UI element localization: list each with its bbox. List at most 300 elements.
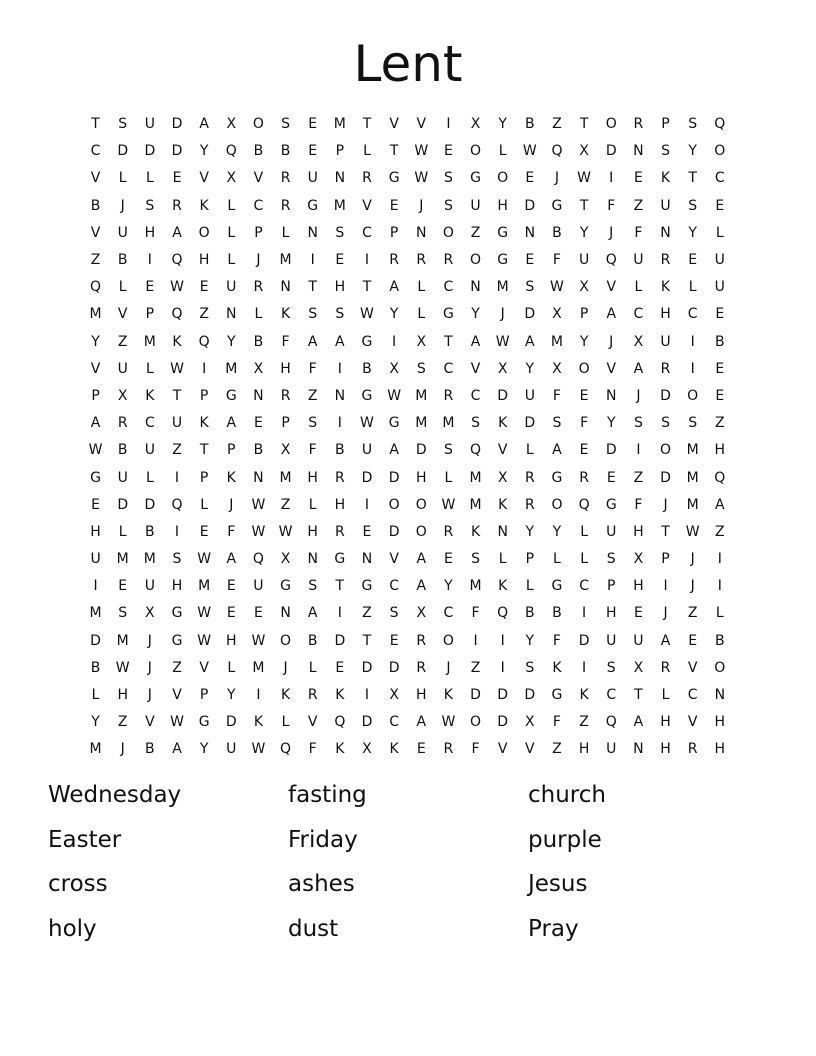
- grid-row: [82, 220, 734, 247]
- grid-letter: E: [579, 442, 589, 459]
- grid-letter: P: [254, 224, 263, 241]
- grid-letter: X: [226, 170, 237, 187]
- grid-letter: J: [147, 632, 152, 649]
- grid-letter: O: [551, 496, 563, 513]
- grid-letter: F: [634, 224, 643, 241]
- grid-letter: H: [497, 197, 508, 214]
- word-list-item: ashes: [288, 871, 355, 897]
- grid-letter: K: [443, 687, 453, 704]
- grid-letter: S: [443, 197, 453, 214]
- grid-letter: E: [633, 170, 643, 187]
- grid-letter: W: [387, 387, 402, 404]
- grid-letter: Z: [172, 442, 182, 459]
- grid-letter: P: [579, 306, 589, 323]
- grid-letter: I: [717, 551, 722, 568]
- grid-letter: E: [416, 741, 426, 758]
- grid-letter: P: [335, 143, 345, 160]
- grid-letter: I: [392, 333, 397, 350]
- grid-letter: S: [688, 415, 698, 432]
- grid-letter: U: [660, 197, 671, 214]
- grid-letter: X: [280, 551, 291, 568]
- grid-letter: I: [609, 170, 614, 187]
- grid-letter: Y: [226, 333, 236, 350]
- grid-letter: Y: [444, 578, 453, 595]
- grid-letter: D: [497, 687, 509, 704]
- grid-letter: P: [91, 387, 100, 404]
- grid-letter: U: [144, 442, 155, 459]
- grid-letter: W: [197, 605, 212, 622]
- grid-letter: P: [281, 415, 290, 432]
- grid-letter: U: [226, 279, 237, 296]
- grid-letter: G: [280, 578, 291, 595]
- grid-letter: G: [442, 306, 454, 323]
- grid-letter: J: [120, 741, 125, 758]
- grid-letter: P: [227, 442, 236, 459]
- puzzle-title: Lent: [353, 35, 463, 93]
- grid-letter: R: [443, 252, 454, 269]
- grid-letter: E: [443, 551, 453, 568]
- grid-letter: U: [226, 741, 237, 758]
- grid-letter: G: [334, 551, 346, 568]
- grid-letter: W: [115, 659, 130, 676]
- grid-letter: E: [525, 170, 535, 187]
- grid-letter: J: [636, 387, 641, 404]
- grid-letter: R: [633, 116, 644, 133]
- grid-letter: L: [525, 442, 534, 459]
- grid-letter: P: [661, 116, 670, 133]
- grid-letter: L: [118, 170, 127, 187]
- grid-letter: A: [552, 442, 562, 459]
- grid-letter: R: [334, 523, 345, 540]
- grid-letter: V: [497, 442, 508, 459]
- grid-letter: Z: [172, 659, 182, 676]
- grid-letter: M: [469, 469, 482, 486]
- grid-letter: I: [337, 360, 342, 377]
- grid-letter: X: [525, 714, 535, 731]
- grid-letter: L: [444, 469, 453, 486]
- grid-letter: B: [90, 659, 101, 676]
- grid-letter: X: [117, 387, 128, 404]
- grid-letter: I: [500, 632, 505, 649]
- grid-letter: I: [582, 605, 587, 622]
- grid-letter: E: [253, 415, 263, 432]
- grid-letter: E: [579, 387, 589, 404]
- word-list-item: dust: [288, 915, 339, 942]
- grid-letter: G: [361, 578, 373, 595]
- grid-letter: D: [524, 415, 536, 432]
- grid-row: [82, 736, 734, 763]
- grid-row: [82, 519, 734, 546]
- grid-letter: H: [117, 687, 128, 704]
- grid-letter: E: [226, 605, 236, 622]
- grid-letter: U: [144, 116, 155, 133]
- grid-letter: F: [227, 523, 236, 540]
- grid-letter: I: [174, 523, 180, 540]
- grid-letter: U: [117, 469, 128, 486]
- grid-letter: R: [280, 170, 291, 187]
- grid-letter: J: [690, 551, 695, 568]
- grid-letter: R: [280, 387, 291, 404]
- grid-letter: I: [364, 252, 370, 269]
- grid-letter: H: [714, 741, 726, 758]
- grid-letter: L: [308, 659, 317, 676]
- grid-letter: Y: [525, 632, 535, 649]
- grid-letter: D: [497, 387, 509, 404]
- grid-letter: R: [334, 469, 345, 486]
- grid-letter: S: [335, 224, 345, 241]
- grid-letter: O: [415, 496, 427, 513]
- grid-letter: W: [414, 143, 429, 160]
- grid-letter: Q: [225, 143, 237, 160]
- grid-letter: J: [663, 496, 668, 513]
- grid-letter: W: [170, 360, 184, 377]
- grid-letter: L: [254, 306, 263, 323]
- grid-letter: U: [117, 360, 128, 377]
- grid-letter: F: [308, 442, 317, 459]
- grid-letter: J: [609, 224, 614, 241]
- grid-letter: U: [117, 224, 128, 241]
- grid-letter: D: [524, 687, 536, 704]
- grid-letter: N: [660, 224, 671, 241]
- grid-letter: V: [389, 551, 399, 568]
- grid-letter: D: [361, 469, 373, 486]
- grid-letter: K: [498, 415, 508, 432]
- grid-letter: Z: [362, 605, 372, 622]
- word-list-item: church: [528, 782, 606, 808]
- grid-letter: A: [416, 578, 427, 595]
- grid-letter: L: [227, 197, 236, 214]
- grid-letter: P: [661, 551, 670, 568]
- grid-letter: H: [307, 469, 318, 486]
- grid-letter: H: [633, 578, 644, 595]
- grid-letter: C: [362, 224, 372, 241]
- grid-letter: H: [415, 687, 427, 704]
- grid-letter: J: [256, 252, 261, 269]
- grid-letter: W: [251, 741, 266, 758]
- grid-letter: L: [363, 143, 371, 160]
- grid-letter: H: [334, 279, 346, 296]
- grid-letter: Y: [525, 360, 535, 377]
- word-list-item: Friday: [288, 826, 358, 853]
- grid-letter: S: [688, 116, 698, 133]
- grid-letter: Z: [307, 387, 318, 404]
- grid-letter: G: [388, 415, 400, 432]
- grid-letter: Z: [633, 197, 644, 214]
- grid-letter: V: [416, 116, 427, 133]
- grid-letter: S: [606, 659, 616, 676]
- grid-letter: W: [414, 170, 429, 187]
- grid-letter: E: [172, 170, 182, 187]
- grid-letter: Q: [497, 605, 509, 622]
- grid-letter: X: [416, 333, 427, 350]
- grid-row: [82, 600, 734, 627]
- grid-letter: O: [415, 523, 427, 540]
- grid-letter: F: [552, 632, 561, 649]
- grid-letter: L: [118, 279, 127, 296]
- grid-letter: R: [660, 360, 671, 377]
- grid-letter: T: [362, 632, 372, 649]
- grid-letter: Z: [470, 224, 481, 241]
- grid-letter: L: [91, 687, 100, 704]
- grid-letter: V: [199, 170, 209, 187]
- grid-letter: Q: [171, 306, 183, 323]
- grid-letter: V: [687, 714, 698, 731]
- grid-letter: S: [416, 360, 426, 377]
- grid-letter: Y: [688, 143, 697, 160]
- grid-letter: Q: [714, 116, 726, 133]
- grid-letter: T: [389, 143, 399, 160]
- grid-letter: S: [118, 605, 128, 622]
- grid-row: [82, 628, 734, 655]
- grid-letter: D: [388, 469, 400, 486]
- grid-letter: O: [497, 170, 509, 187]
- grid-letter: K: [172, 333, 182, 350]
- grid-letter: W: [251, 496, 266, 513]
- grid-letter: L: [145, 469, 154, 486]
- grid-row: [82, 464, 734, 491]
- grid-letter: B: [253, 333, 264, 350]
- grid-letter: Z: [715, 415, 725, 432]
- grid-letter: T: [362, 116, 372, 133]
- grid-letter: L: [498, 551, 507, 568]
- grid-letter: D: [171, 143, 183, 160]
- grid-letter: A: [715, 496, 725, 513]
- grid-letter: Z: [90, 252, 101, 269]
- grid-letter: G: [605, 496, 617, 513]
- grid-letter: E: [118, 578, 128, 595]
- grid-letter: N: [334, 387, 346, 404]
- grid-letter: D: [225, 714, 237, 731]
- grid-letter: Y: [91, 333, 100, 350]
- grid-letter: K: [335, 687, 345, 704]
- word-list-item: Easter: [48, 826, 122, 853]
- grid-letter: L: [580, 523, 588, 540]
- grid-letter: I: [446, 116, 451, 133]
- grid-letter: P: [199, 469, 209, 486]
- grid-letter: E: [606, 469, 616, 486]
- grid-letter: D: [90, 632, 101, 649]
- grid-letter: H: [171, 578, 183, 595]
- grid-letter: H: [226, 632, 237, 649]
- grid-letter: S: [172, 551, 182, 568]
- grid-letter: G: [388, 170, 400, 187]
- grid-letter: X: [226, 116, 237, 133]
- word-list-item: Wednesday: [48, 782, 182, 808]
- grid-row: [82, 274, 734, 301]
- grid-letter: K: [145, 387, 155, 404]
- grid-letter: X: [633, 551, 644, 568]
- grid-letter: X: [253, 360, 264, 377]
- grid-letter: F: [552, 252, 561, 269]
- grid-letter: I: [690, 333, 695, 350]
- grid-letter: Y: [525, 523, 535, 540]
- grid-letter: Q: [714, 469, 726, 486]
- grid-letter: I: [717, 578, 722, 595]
- grid-letter: T: [579, 197, 589, 214]
- grid-letter: I: [500, 659, 505, 676]
- grid-row: [82, 383, 734, 410]
- grid-letter: L: [580, 551, 588, 568]
- grid-letter: B: [552, 224, 562, 241]
- grid-letter: Z: [715, 523, 725, 540]
- grid-letter: C: [714, 170, 725, 187]
- grid-letter: O: [252, 116, 264, 133]
- grid-letter: L: [281, 714, 290, 731]
- grid-letter: U: [633, 252, 644, 269]
- grid-letter: N: [416, 224, 427, 241]
- grid-row: [82, 709, 734, 736]
- grid-letter: A: [172, 741, 182, 758]
- word-list-item: holy: [48, 915, 97, 942]
- grid-letter: G: [470, 170, 481, 187]
- grid-letter: O: [470, 714, 482, 731]
- grid-letter: M: [279, 252, 292, 269]
- grid-letter: E: [145, 279, 155, 296]
- grid-letter: V: [687, 659, 698, 676]
- grid-letter: F: [471, 605, 480, 622]
- grid-letter: G: [307, 197, 319, 214]
- grid-letter: W: [251, 632, 266, 649]
- grid-letter: Q: [334, 714, 346, 731]
- grid-letter: X: [280, 442, 291, 459]
- grid-letter: T: [308, 279, 317, 296]
- grid-letter: O: [578, 360, 590, 377]
- grid-letter: I: [93, 578, 98, 595]
- grid-letter: E: [443, 143, 453, 160]
- grid-letter: G: [551, 197, 563, 214]
- grid-letter: J: [554, 170, 560, 187]
- grid-letter: D: [578, 632, 590, 649]
- grid-letter: L: [200, 496, 209, 513]
- grid-letter: J: [500, 306, 505, 323]
- grid-letter: W: [360, 415, 374, 432]
- grid-letter: P: [389, 224, 399, 241]
- grid-letter: S: [471, 415, 480, 432]
- grid-letter: K: [579, 687, 589, 704]
- grid-letter: F: [308, 741, 317, 758]
- grid-letter: M: [143, 551, 156, 568]
- grid-letter: S: [688, 197, 698, 214]
- grid-letter: E: [362, 523, 372, 540]
- grid-letter: S: [606, 551, 616, 568]
- grid-letter: R: [362, 170, 372, 187]
- word-list-item: purple: [528, 826, 602, 853]
- grid-letter: X: [145, 605, 155, 622]
- grid-letter: K: [280, 306, 291, 323]
- grid-letter: J: [120, 197, 125, 214]
- grid-letter: A: [389, 279, 399, 296]
- letter-grid: [82, 111, 734, 764]
- grid-letter: M: [116, 632, 129, 649]
- grid-letter: C: [90, 143, 101, 160]
- grid-letter: D: [334, 632, 346, 649]
- grid-letter: G: [225, 387, 237, 404]
- grid-letter: A: [307, 333, 318, 350]
- grid-letter: D: [144, 143, 156, 160]
- grid-letter: W: [441, 496, 456, 513]
- grid-letter: N: [307, 551, 318, 568]
- grid-letter: S: [633, 415, 643, 432]
- grid-letter: Y: [552, 523, 562, 540]
- grid-letter: R: [443, 387, 454, 404]
- grid-letter: W: [495, 333, 510, 350]
- grid-letter: V: [253, 170, 264, 187]
- grid-letter: I: [310, 252, 315, 269]
- grid-letter: B: [145, 523, 155, 540]
- grid-letter: M: [686, 442, 699, 459]
- grid-letter: C: [579, 578, 589, 595]
- grid-letter: Q: [578, 496, 590, 513]
- grid-letter: O: [198, 224, 210, 241]
- grid-letter: R: [416, 632, 427, 649]
- grid-letter: I: [174, 469, 180, 486]
- grid-letter: N: [714, 687, 726, 704]
- grid-letter: M: [550, 333, 563, 350]
- grid-letter: D: [117, 496, 129, 513]
- grid-letter: E: [688, 252, 698, 269]
- grid-letter: E: [389, 197, 399, 214]
- grid-letter: L: [715, 224, 724, 241]
- grid-row: [82, 492, 734, 519]
- grid-letter: E: [715, 197, 725, 214]
- grid-letter: C: [470, 387, 481, 404]
- grid-letter: Y: [471, 306, 480, 323]
- grid-letter: O: [388, 496, 400, 513]
- grid-letter: E: [633, 605, 643, 622]
- grid-letter: E: [199, 279, 209, 296]
- grid-row: [82, 111, 734, 138]
- grid-letter: C: [253, 197, 264, 214]
- grid-letter: Z: [552, 741, 562, 758]
- grid-row: [82, 247, 734, 274]
- grid-letter: L: [715, 605, 724, 622]
- grid-letter: D: [171, 116, 183, 133]
- grid-letter: R: [253, 279, 264, 296]
- grid-letter: M: [496, 279, 509, 296]
- grid-letter: U: [171, 415, 183, 432]
- grid-letter: Q: [252, 551, 264, 568]
- grid-letter: S: [552, 415, 562, 432]
- grid-row: [82, 655, 734, 682]
- grid-letter: V: [470, 360, 481, 377]
- grid-letter: U: [714, 252, 725, 269]
- grid-letter: U: [361, 442, 373, 459]
- grid-letter: B: [525, 116, 535, 133]
- grid-letter: N: [497, 523, 508, 540]
- grid-letter: X: [497, 469, 508, 486]
- grid-letter: W: [251, 523, 266, 540]
- grid-letter: G: [497, 252, 509, 269]
- grid-letter: C: [633, 306, 644, 323]
- grid-letter: H: [633, 523, 644, 540]
- grid-letter: O: [660, 442, 672, 459]
- grid-letter: L: [688, 279, 697, 296]
- grid-letter: S: [389, 605, 399, 622]
- grid-letter: R: [307, 687, 318, 704]
- grid-letter: X: [552, 306, 562, 323]
- grid-letter: S: [471, 551, 480, 568]
- grid-letter: X: [579, 279, 589, 296]
- grid-letter: U: [714, 279, 725, 296]
- grid-letter: S: [661, 143, 670, 160]
- grid-letter: K: [660, 170, 671, 187]
- grid-letter: D: [524, 197, 536, 214]
- grid-letter: K: [660, 279, 671, 296]
- grid-letter: V: [90, 170, 101, 187]
- grid-letter: Z: [579, 714, 589, 731]
- grid-letter: S: [308, 415, 318, 432]
- grid-letter: B: [90, 197, 101, 214]
